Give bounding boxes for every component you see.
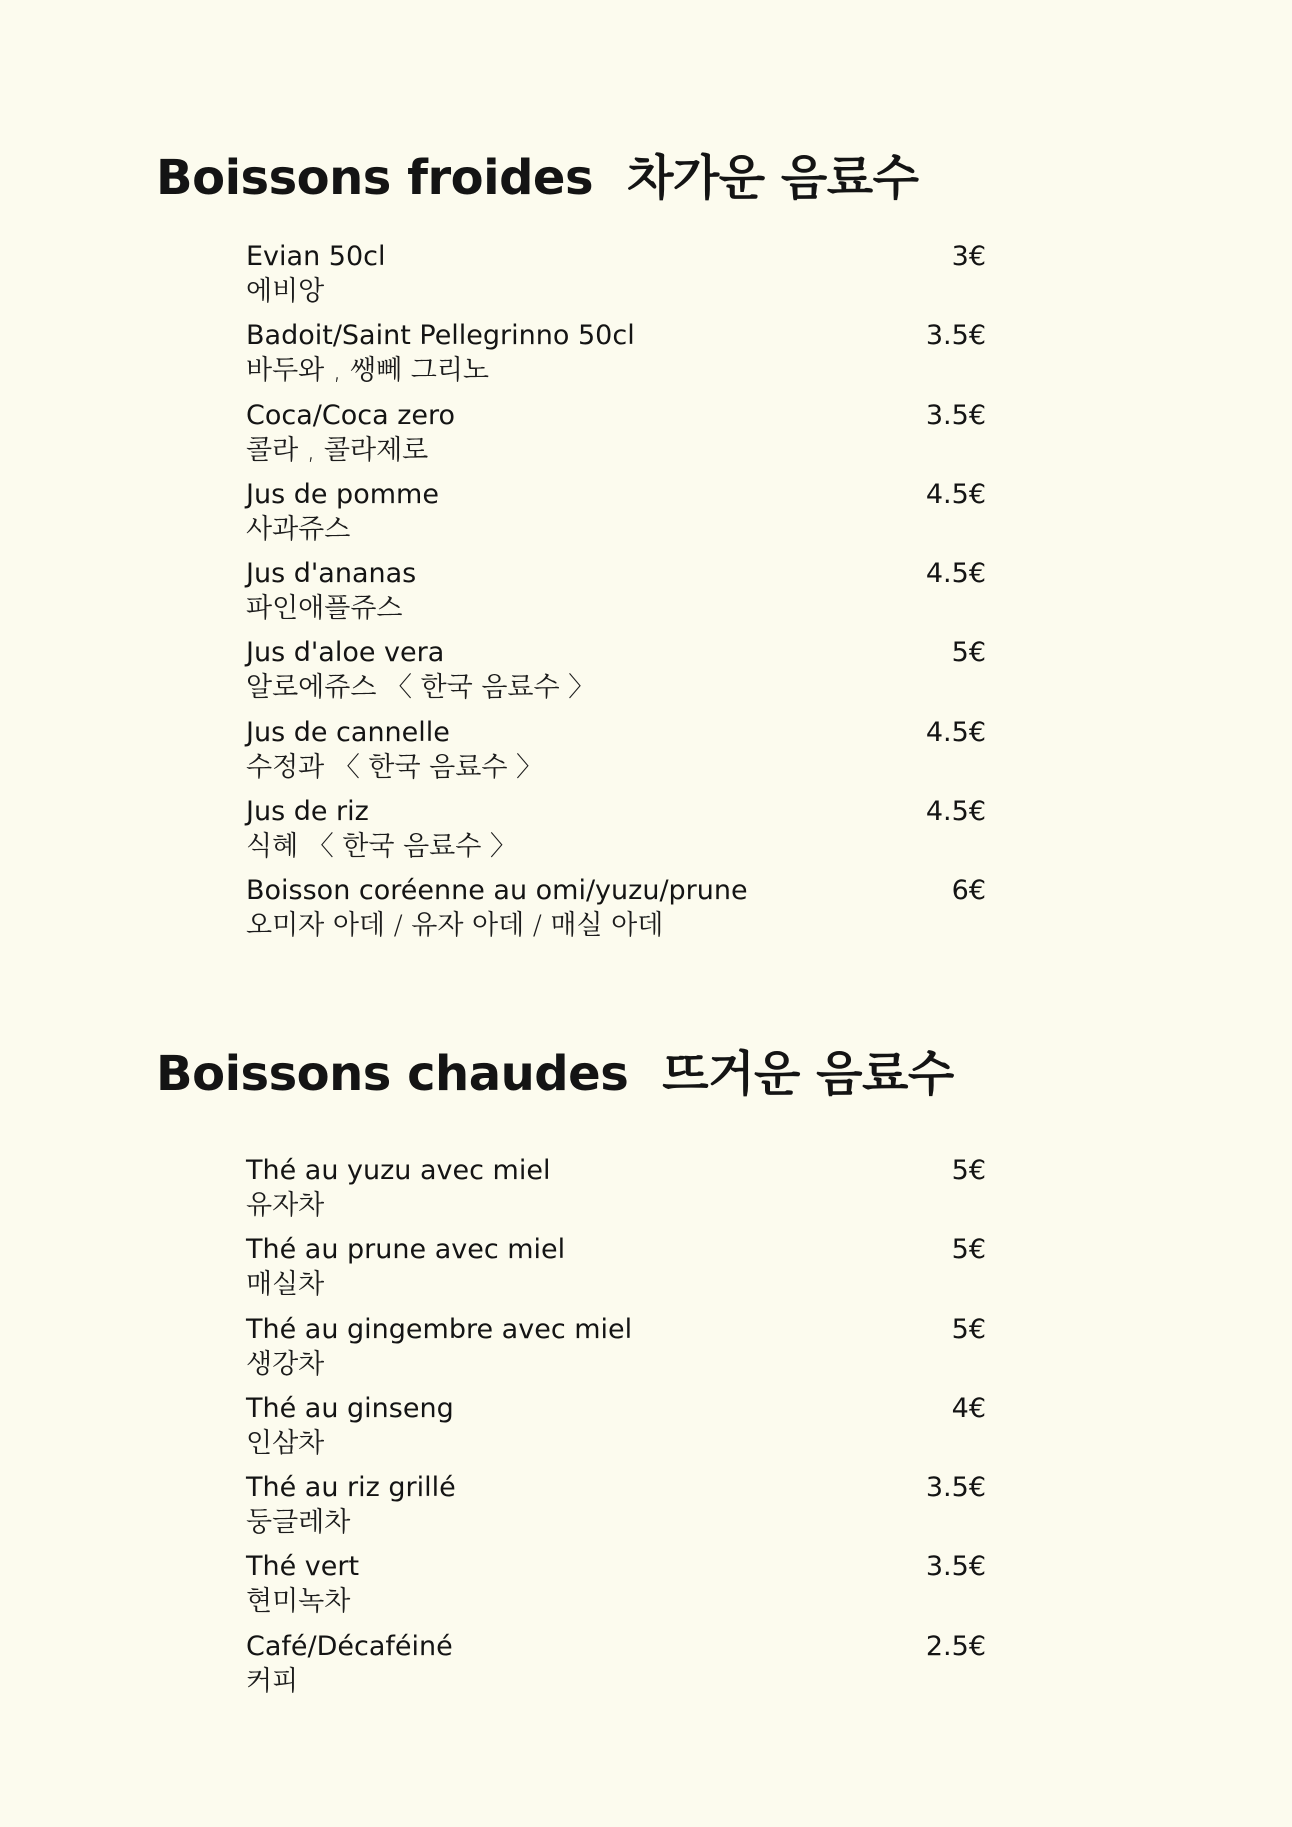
- item-name-ko: 생강차: [246, 1348, 325, 1380]
- item-name-fr: Thé au ginseng: [246, 1392, 454, 1424]
- item-price: 3.5€: [925, 1551, 986, 1583]
- menu-list: [246, 1152, 986, 1707]
- menu-item: [246, 634, 986, 713]
- menu-item: [246, 238, 986, 317]
- menu-item: [246, 1231, 986, 1310]
- menu-item: [246, 476, 986, 555]
- item-name-ko: 파인애플쥬스: [246, 593, 403, 625]
- item-name-ko: 바두와 , 쌩뻬 그리노: [246, 355, 489, 387]
- item-name-fr: Thé au prune avec miel: [246, 1234, 566, 1266]
- item-name-fr: Thé au yuzu avec miel: [246, 1155, 551, 1186]
- item-name-fr: Jus de riz: [246, 796, 369, 828]
- item-price: 3.5€: [925, 399, 986, 431]
- menu-item: [246, 555, 986, 634]
- menu-item: [246, 1152, 986, 1231]
- item-name-fr: Boisson coréenne au omi/yuzu/prune: [246, 875, 748, 907]
- item-name-ko: 매실차: [246, 1269, 325, 1301]
- item-name-fr: Badoit/Saint Pellegrinno 50cl: [246, 320, 635, 352]
- item-name-ko: 식혜 〈 한국 음료수 〉: [246, 831, 517, 863]
- item-name-ko: 에비앙: [246, 276, 325, 307]
- menu-item: [246, 1311, 986, 1390]
- item-price: 5€: [951, 1234, 986, 1266]
- item-price: 3.5€: [925, 1472, 986, 1504]
- item-price: 5€: [951, 637, 986, 669]
- item-name-ko: 수정과 〈 한국 음료수 〉: [246, 751, 543, 783]
- menu-item: [246, 1548, 986, 1627]
- item-name-ko: 둥글레차: [246, 1507, 351, 1539]
- title-fr: Boissons froides: [156, 150, 594, 206]
- menu-item: [246, 1390, 986, 1469]
- item-name-fr: Thé vert: [246, 1551, 360, 1583]
- item-name-fr: Jus d'aloe vera: [246, 637, 445, 669]
- item-name-fr: Thé au riz grillé: [246, 1472, 456, 1504]
- item-name-ko: 알로에쥬스 〈 한국 음료수 〉: [246, 672, 596, 704]
- item-name-fr: Jus de pomme: [246, 478, 439, 510]
- title-ko: 차가운 음료수: [627, 150, 919, 206]
- item-price: 2.5€: [925, 1630, 986, 1662]
- item-price: 4.5€: [925, 558, 986, 590]
- section-title-hot: [156, 1044, 986, 1104]
- item-price: 5€: [951, 1313, 986, 1345]
- menu-item: [246, 1628, 986, 1707]
- item-name-ko: 유자차: [246, 1190, 325, 1221]
- item-price: 4€: [951, 1392, 986, 1424]
- item-price: 4.5€: [925, 796, 986, 828]
- item-name-fr: Coca/Coca zero: [246, 399, 456, 431]
- item-name-ko: 현미녹차: [246, 1586, 351, 1618]
- item-name-ko: 오미자 아데 / 유자 아데 / 매실 아데: [246, 910, 664, 942]
- item-name-fr: Café/Décaféiné: [246, 1630, 453, 1662]
- menu-item: [246, 1469, 986, 1548]
- hot-drinks-section: [156, 1044, 986, 1707]
- title-fr: Boissons chaudes: [156, 1046, 629, 1102]
- title-ko: 뜨거운 음료수: [662, 1046, 954, 1102]
- item-name-ko: 인삼차: [246, 1427, 325, 1459]
- item-name-fr: Evian 50cl: [246, 241, 386, 272]
- item-name-ko: 커피: [246, 1665, 299, 1697]
- menu-item: [246, 317, 986, 396]
- item-name-ko: 콜라 , 콜라제로: [246, 434, 429, 466]
- menu-item: [246, 793, 986, 872]
- item-price: 4.5€: [925, 716, 986, 748]
- item-name-fr: Thé au gingembre avec miel: [246, 1313, 633, 1345]
- cold-drinks-section: [156, 148, 986, 952]
- item-price: 3€: [951, 241, 986, 272]
- item-price: 6€: [951, 875, 986, 907]
- item-name-fr: Jus de cannelle: [246, 716, 450, 748]
- item-price: 3.5€: [925, 320, 986, 352]
- section-title-cold: [156, 148, 986, 208]
- item-price: 4.5€: [925, 478, 986, 510]
- item-name-ko: 사과쥬스: [246, 513, 351, 545]
- menu-item: [246, 872, 986, 951]
- menu-item: [246, 397, 986, 476]
- menu-list: [246, 238, 986, 952]
- menu-item: [246, 714, 986, 793]
- item-name-fr: Jus d'ananas: [246, 558, 417, 590]
- item-price: 5€: [951, 1155, 986, 1186]
